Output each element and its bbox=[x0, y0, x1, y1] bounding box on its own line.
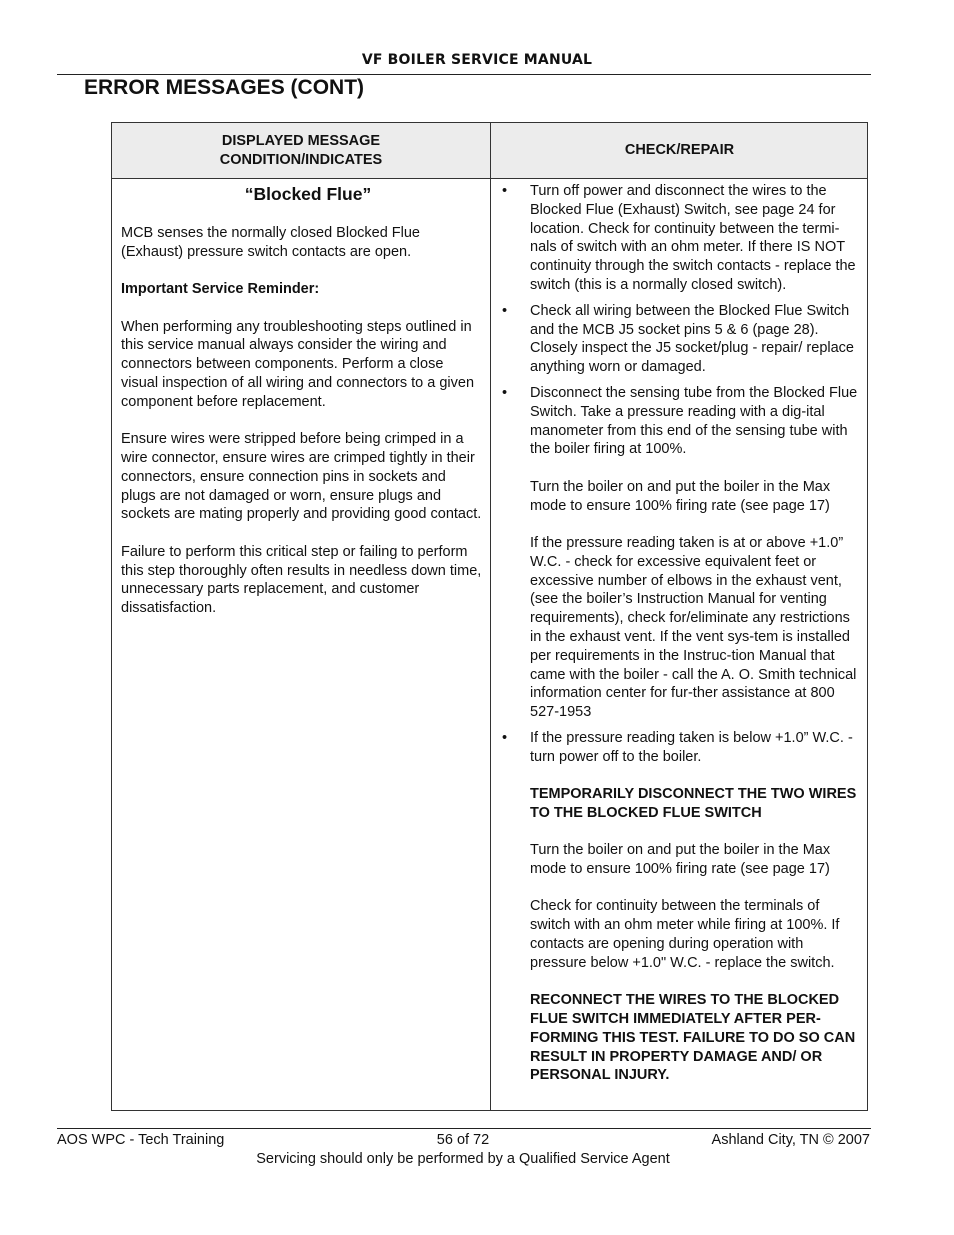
repair-step-text: Turn the boiler on and put the boiler in the Max mode to ensure 100% firing rate (see page 17) bbox=[530, 842, 831, 878]
bullet-icon: • bbox=[502, 729, 508, 746]
repair-step-text: Turn off power and disconnect the wires to the Blocked Flue (Exhaust) Switch, see page 24 for location. Check for continuity between the termi-nals of switch with an ohm meter. If there IS NOT continuity through the switch contacts - replace the switch (this is a normally closed switch). bbox=[530, 183, 856, 293]
condition-cell bbox=[121, 182, 483, 637]
condition-description: MCB senses the normally closed Blocked Flue (Exhaust) pressure switch contacts are open. bbox=[121, 225, 420, 260]
bullet-icon: • bbox=[502, 302, 508, 319]
repair-step-text: If the pressure reading taken is at or above +1.0” W.C. - check for excessive equivalent feet or excessive number of elbows in the exhaust vent, (see the boiler’s Instruction Manual for venting requirements), check for/eliminate any restrictions in the exhaust vent. If the vent sys-tem is installed per requirements in the Instruc-tion Manual that came with the boiler - call the A. O. Smith technical information center for fur-ther assistance at 800 527-1953 bbox=[530, 534, 857, 721]
page-title: ERROR MESSAGES (CONT) bbox=[84, 76, 365, 99]
repair-step-text: If the pressure reading taken is below +1.0” W.C. - turn power off to the boiler. bbox=[530, 729, 853, 765]
error-messages-table bbox=[111, 122, 868, 1111]
repair-step-text: Check all wiring between the Blocked Flue Switch and the MCB J5 socket pins 5 & 6 (page 28). Closely inspect the J5 socket/plug - repair/ replace anything worn or damaged. bbox=[530, 302, 854, 376]
column-divider bbox=[490, 123, 491, 1110]
repair-step bbox=[502, 729, 862, 1085]
footer-rule bbox=[57, 1128, 871, 1129]
warning-text: RECONNECT THE WIRES TO THE BLOCKED FLUE SWITCH IMMEDIATELY AFTER PER-FORMING THIS TEST. FAILURE TO DO SO CAN RESULT IN PROPERTY DAMAGE AND/ OR PERSONAL INJURY. bbox=[530, 992, 856, 1084]
footer-service-note: Servicing should only be performed by a Qualified Service Agent bbox=[256, 1151, 670, 1167]
warning-text: TEMPORARILY DISCONNECT THE TWO WIRES TO THE BLOCKED FLUE SWITCH bbox=[530, 786, 857, 821]
column-header-line: DISPLAYED MESSAGE bbox=[221, 132, 381, 149]
repair-step-text: Disconnect the sensing tube from the Blocked Flue Switch. Take a pressure reading with a dig-ital manometer from this end of the sensing tube with the boiler firing at 100%. bbox=[530, 384, 858, 458]
repair-step bbox=[502, 182, 862, 295]
service-reminder-text: Ensure wires were stripped before being crimped in a wire connector, ensure wires are crimped tightly in their connectors, ensure connection pins in sockets and plugs are not damaged or worn, ensure plugs and sockets are mating properly and providing good contact. bbox=[121, 431, 482, 523]
repair-step-text: Check for continuity between the terminals of switch with an ohm meter while firing at 100%. If contacts are opening during operation with pressure below +1.0" W.C. - replace the switch. bbox=[530, 898, 840, 971]
bullet-icon: • bbox=[502, 183, 508, 199]
column-header-displayed-message bbox=[112, 123, 490, 178]
footer-organization: AOS WPC - Tech Training bbox=[57, 1132, 225, 1148]
header-rule bbox=[57, 74, 871, 75]
manual-title: VF BOILER SERVICE MANUAL bbox=[361, 52, 593, 68]
repair-step bbox=[502, 384, 862, 722]
repair-step bbox=[502, 302, 862, 377]
bullet-icon: • bbox=[502, 384, 508, 401]
column-header-line: CONDITION/INDICATES bbox=[219, 151, 383, 168]
page-number: 56 of 72 bbox=[436, 1132, 490, 1148]
service-reminder-heading: Important Service Reminder: bbox=[121, 281, 320, 298]
service-reminder-text: Failure to perform this critical step or failing to perform this step thoroughly often results in needless down time, unnecessary parts replacement, and customer dissatisfaction. bbox=[121, 543, 482, 617]
check-repair-cell bbox=[502, 182, 862, 1092]
column-header-check-repair: CHECK/REPAIR bbox=[624, 142, 735, 158]
message-title: “Blocked Flue” bbox=[244, 184, 372, 204]
footer-location-copyright: Ashland City, TN © 2007 bbox=[711, 1132, 870, 1148]
service-reminder-text: When performing any troubleshooting steps outlined in this service manual always consider the wiring and connectors between components. Perform a close visual inspection of all wiring and connectors to a given component before replacement. bbox=[121, 318, 475, 410]
repair-step-text: Turn the boiler on and put the boiler in the Max mode to ensure 100% firing rate (see page 17) bbox=[530, 478, 831, 514]
